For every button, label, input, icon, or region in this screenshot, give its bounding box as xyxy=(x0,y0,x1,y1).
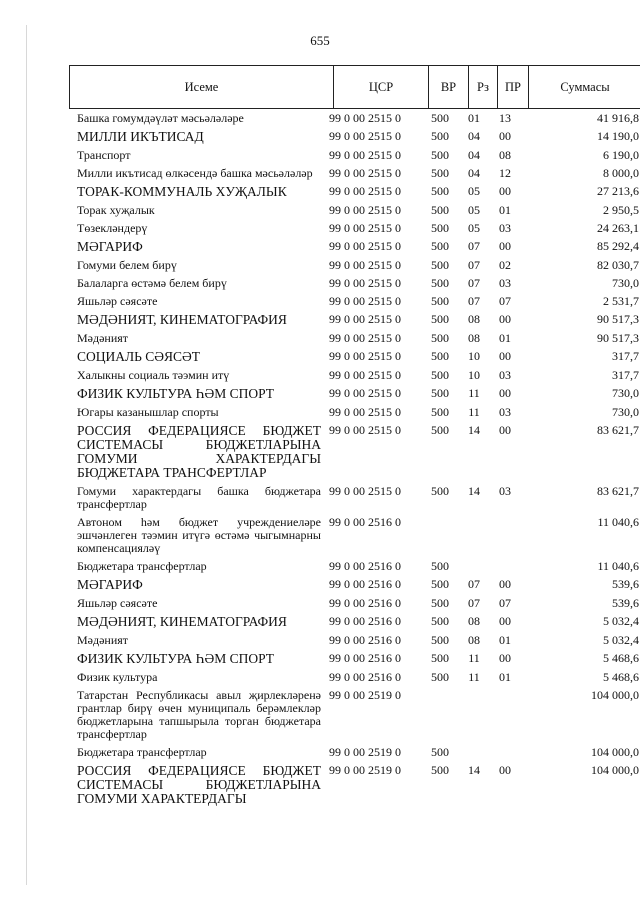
cell-csr: 99 0 00 2516 0 xyxy=(329,559,401,573)
cell-vr: 500 xyxy=(431,221,449,235)
cell-pr: 00 xyxy=(499,184,511,198)
cell-sum: 2 531,7 xyxy=(603,294,639,308)
cell-name: МӘДӘНИЯТ, КИНЕМАТОГРАФИЯ xyxy=(77,312,287,327)
cell-name: РОССИЯ ФЕДЕРАЦИЯСЕ БЮДЖЕТ СИСТЕМАСЫ БЮДЖЕТЛАРЫНА ГОМУМИ ХАРАКТЕРДАГЫ БЮДЖЕТАРА ТРАНСФЕРТЛАР xyxy=(77,423,321,480)
cell-vr: 500 xyxy=(431,745,449,759)
cell-sum: 14 190,0 xyxy=(597,129,639,143)
table-row xyxy=(77,238,639,257)
cell-rz: 08 xyxy=(468,331,480,345)
cell-pr: 01 xyxy=(499,633,511,647)
cell-vr: 500 xyxy=(431,312,449,326)
cell-rz: 05 xyxy=(468,203,480,217)
cell-rz: 01 xyxy=(468,111,480,125)
table-row xyxy=(77,275,639,293)
cell-rz: 07 xyxy=(468,276,480,290)
table-row xyxy=(77,147,639,165)
cell-vr: 500 xyxy=(431,423,449,437)
cell-vr: 500 xyxy=(431,614,449,628)
cell-pr: 07 xyxy=(499,294,511,308)
cell-csr: 99 0 00 2516 0 xyxy=(329,633,401,647)
cell-pr: 00 xyxy=(499,239,511,253)
cell-sum: 5 032,4 xyxy=(603,614,639,628)
header-sum: Суммасы xyxy=(560,79,610,94)
table-row xyxy=(77,576,639,595)
cell-name: Бюджетара трансфертлар xyxy=(77,745,207,759)
cell-vr: 500 xyxy=(431,148,449,162)
table-row xyxy=(77,558,639,576)
cell-vr: 500 xyxy=(431,633,449,647)
cell-pr: 00 xyxy=(499,423,511,437)
cell-rz: 04 xyxy=(468,129,480,143)
cell-sum: 317,7 xyxy=(612,368,639,382)
cell-pr: 00 xyxy=(499,312,511,326)
cell-csr: 99 0 00 2516 0 xyxy=(329,596,401,610)
table-row xyxy=(77,202,639,220)
cell-rz: 14 xyxy=(468,484,480,498)
cell-sum: 539,6 xyxy=(612,577,639,591)
table-row xyxy=(77,293,639,311)
header-csr: ЦСР xyxy=(334,66,429,108)
page-margin-line xyxy=(26,25,27,885)
cell-csr: 99 0 00 2515 0 xyxy=(329,423,401,437)
cell-csr: 99 0 00 2515 0 xyxy=(329,294,401,308)
cell-vr: 500 xyxy=(431,184,449,198)
cell-csr: 99 0 00 2515 0 xyxy=(329,221,401,235)
table-header xyxy=(69,65,640,109)
cell-csr: 99 0 00 2519 0 xyxy=(329,745,401,759)
cell-name: СОЦИАЛЬ СӘЯСӘТ xyxy=(77,349,201,364)
cell-sum: 730,0 xyxy=(612,386,639,400)
cell-csr: 99 0 00 2515 0 xyxy=(329,484,401,498)
cell-sum: 730,0 xyxy=(612,405,639,419)
table-row xyxy=(77,613,639,632)
table-row xyxy=(77,385,639,404)
cell-name: МӘДӘНИЯТ, КИНЕМАТОГРАФИЯ xyxy=(77,614,287,629)
cell-name: РОССИЯ ФЕДЕРАЦИЯСЕ БЮДЖЕТ СИСТЕМАСЫ БЮДЖЕТЛАРЫНА ГОМУМИ ХАРАКТЕРДАГЫ xyxy=(77,763,321,806)
cell-csr: 99 0 00 2515 0 xyxy=(329,405,401,419)
cell-sum: 6 190,0 xyxy=(603,148,639,162)
cell-name: ФИЗИК КУЛЬТУРА ҺӘМ СПОРТ xyxy=(77,651,275,666)
cell-sum: 27 213,6 xyxy=(597,184,639,198)
cell-vr: 500 xyxy=(431,349,449,363)
table-row xyxy=(77,110,639,128)
header-vr: ВР xyxy=(429,66,469,108)
header-pr: ПР xyxy=(498,66,529,108)
cell-name: Гомуми белем бирү xyxy=(77,258,177,272)
cell-sum: 24 263,1 xyxy=(597,221,639,235)
cell-vr: 500 xyxy=(431,559,449,573)
cell-name: Югары казанышлар спорты xyxy=(77,405,219,419)
cell-rz: 11 xyxy=(468,670,480,684)
cell-rz: 11 xyxy=(468,386,480,400)
cell-pr: 00 xyxy=(499,614,511,628)
cell-csr: 99 0 00 2515 0 xyxy=(329,258,401,272)
cell-vr: 500 xyxy=(431,368,449,382)
table-row xyxy=(77,762,639,809)
cell-name: Физик культура xyxy=(77,670,158,684)
cell-sum: 5 468,6 xyxy=(603,651,639,665)
cell-csr: 99 0 00 2519 0 xyxy=(329,688,401,702)
cell-rz: 05 xyxy=(468,221,480,235)
cell-vr: 500 xyxy=(431,651,449,665)
table-row xyxy=(77,483,639,514)
cell-rz: 10 xyxy=(468,368,480,382)
cell-csr: 99 0 00 2515 0 xyxy=(329,129,401,143)
cell-csr: 99 0 00 2515 0 xyxy=(329,349,401,363)
table-row xyxy=(77,595,639,613)
cell-csr: 99 0 00 2515 0 xyxy=(329,276,401,290)
cell-pr: 03 xyxy=(499,276,511,290)
cell-csr: 99 0 00 2515 0 xyxy=(329,386,401,400)
cell-pr: 01 xyxy=(499,331,511,345)
cell-name: МИЛЛИ ИКЪТИСАД xyxy=(77,129,204,144)
cell-csr: 99 0 00 2516 0 xyxy=(329,614,401,628)
cell-rz: 11 xyxy=(468,405,480,419)
cell-vr: 500 xyxy=(431,386,449,400)
cell-pr: 01 xyxy=(499,670,511,684)
cell-vr: 500 xyxy=(431,129,449,143)
cell-csr: 99 0 00 2515 0 xyxy=(329,239,401,253)
cell-csr: 99 0 00 2515 0 xyxy=(329,166,401,180)
cell-name: ФИЗИК КУЛЬТУРА ҺӘМ СПОРТ xyxy=(77,386,275,401)
cell-vr: 500 xyxy=(431,763,449,777)
cell-name: МӘГАРИФ xyxy=(77,577,143,592)
cell-pr: 00 xyxy=(499,349,511,363)
cell-name: Гомуми характердагы башка бюджетара трансфертлар xyxy=(77,484,321,511)
table-row xyxy=(77,687,639,744)
cell-sum: 90 517,3 xyxy=(597,331,639,345)
cell-pr: 00 xyxy=(499,577,511,591)
table-row xyxy=(77,311,639,330)
cell-sum: 83 621,7 xyxy=(597,423,639,437)
cell-name: Халыкны социаль тәэмин итү xyxy=(77,368,230,382)
cell-pr: 00 xyxy=(499,651,511,665)
cell-name: ТОРАК-КОММУНАЛЬ ХУҖАЛЫК xyxy=(77,184,287,199)
cell-pr: 03 xyxy=(499,405,511,419)
cell-name: МӘГАРИФ xyxy=(77,239,143,254)
table-row xyxy=(77,165,639,183)
table-row xyxy=(77,220,639,238)
cell-pr: 00 xyxy=(499,763,511,777)
cell-name: Балаларга өстәмә белем бирү xyxy=(77,276,227,290)
cell-csr: 99 0 00 2516 0 xyxy=(329,577,401,591)
cell-name: Автоном һәм бюджет учреждениеләре эшчәнлеген тәэмин итүгә өстәмә чыгымнарны компенсацияләү xyxy=(77,515,321,555)
cell-rz: 10 xyxy=(468,349,480,363)
table-row xyxy=(77,183,639,202)
cell-name: Татарстан Республикасы авыл җирлекләренә грантлар бирү өчен муниципаль берәмлекләр бюджетларына тапшырыла торган бюджетара трансфертлар xyxy=(77,688,321,741)
cell-csr: 99 0 00 2515 0 xyxy=(329,368,401,382)
cell-name: Төзекләндерү xyxy=(77,221,148,235)
table-row xyxy=(77,669,639,687)
table-row xyxy=(77,348,639,367)
cell-sum: 11 040,6 xyxy=(597,559,639,573)
table-body xyxy=(77,110,639,809)
cell-csr: 99 0 00 2515 0 xyxy=(329,148,401,162)
cell-sum: 730,0 xyxy=(612,276,639,290)
cell-sum: 8 000,0 xyxy=(603,166,639,180)
cell-pr: 03 xyxy=(499,368,511,382)
cell-pr: 02 xyxy=(499,258,511,272)
cell-vr: 500 xyxy=(431,203,449,217)
cell-vr: 500 xyxy=(431,405,449,419)
cell-name: Бюджетара трансфертлар xyxy=(77,559,207,573)
cell-pr: 00 xyxy=(499,129,511,143)
cell-csr: 99 0 00 2515 0 xyxy=(329,184,401,198)
cell-vr: 500 xyxy=(431,258,449,272)
cell-rz: 08 xyxy=(468,633,480,647)
cell-rz: 07 xyxy=(468,239,480,253)
table-row xyxy=(77,257,639,275)
cell-pr: 03 xyxy=(499,484,511,498)
cell-sum: 104 000,0 xyxy=(591,745,639,759)
cell-rz: 04 xyxy=(468,148,480,162)
cell-csr: 99 0 00 2516 0 xyxy=(329,515,401,529)
cell-vr: 500 xyxy=(431,239,449,253)
cell-rz: 14 xyxy=(468,763,480,777)
cell-csr: 99 0 00 2516 0 xyxy=(329,651,401,665)
header-name: Исеме xyxy=(70,66,334,108)
cell-sum: 82 030,7 xyxy=(597,258,639,272)
cell-rz: 08 xyxy=(468,312,480,326)
cell-vr: 500 xyxy=(431,111,449,125)
cell-pr: 12 xyxy=(499,166,511,180)
cell-sum: 5 032,4 xyxy=(603,633,639,647)
cell-vr: 500 xyxy=(431,294,449,308)
table-row xyxy=(77,422,639,483)
cell-name: Яшьләр сәясәте xyxy=(77,294,158,308)
cell-sum: 104 000,0 xyxy=(591,763,639,777)
cell-vr: 500 xyxy=(431,670,449,684)
table-row xyxy=(77,650,639,669)
cell-rz: 11 xyxy=(468,651,480,665)
cell-name: Мәдәният xyxy=(77,331,129,345)
cell-name: Мәдәният xyxy=(77,633,129,647)
table-row xyxy=(77,404,639,422)
cell-name: Яшьләр сәясәте xyxy=(77,596,158,610)
cell-sum: 5 468,6 xyxy=(603,670,639,684)
cell-sum: 90 517,3 xyxy=(597,312,639,326)
cell-pr: 00 xyxy=(499,386,511,400)
cell-name: Транспорт xyxy=(77,148,131,162)
table-row xyxy=(77,367,639,385)
cell-csr: 99 0 00 2519 0 xyxy=(329,763,401,777)
cell-sum: 317,7 xyxy=(612,349,639,363)
header-rz: Рз xyxy=(469,66,498,108)
cell-pr: 07 xyxy=(499,596,511,610)
cell-pr: 03 xyxy=(499,221,511,235)
table-row xyxy=(77,632,639,650)
cell-pr: 13 xyxy=(499,111,511,125)
page-number: 655 xyxy=(310,33,330,48)
cell-vr: 500 xyxy=(431,276,449,290)
cell-csr: 99 0 00 2515 0 xyxy=(329,203,401,217)
cell-pr: 08 xyxy=(499,148,511,162)
cell-rz: 05 xyxy=(468,184,480,198)
cell-sum: 2 950,5 xyxy=(603,203,639,217)
cell-rz: 07 xyxy=(468,258,480,272)
cell-csr: 99 0 00 2515 0 xyxy=(329,312,401,326)
cell-name: Милли икътисад өлкәсендә башка мәсьәләләр xyxy=(77,166,313,180)
cell-csr: 99 0 00 2515 0 xyxy=(329,111,401,125)
cell-vr: 500 xyxy=(431,484,449,498)
cell-rz: 14 xyxy=(468,423,480,437)
table-row xyxy=(77,128,639,147)
cell-name: Торак хуҗалык xyxy=(77,203,155,217)
cell-rz: 07 xyxy=(468,577,480,591)
cell-rz: 07 xyxy=(468,596,480,610)
cell-sum: 539,6 xyxy=(612,596,639,610)
cell-sum: 104 000,0 xyxy=(591,688,639,702)
cell-name: Башка гомумдәүләт мәсьәләләре xyxy=(77,111,244,125)
table-row xyxy=(77,744,639,762)
cell-csr: 99 0 00 2516 0 xyxy=(329,670,401,684)
cell-pr: 01 xyxy=(499,203,511,217)
cell-vr: 500 xyxy=(431,577,449,591)
table-row xyxy=(77,330,639,348)
cell-sum: 85 292,4 xyxy=(597,239,639,253)
cell-sum: 41 916,8 xyxy=(597,111,639,125)
cell-rz: 08 xyxy=(468,614,480,628)
cell-rz: 07 xyxy=(468,294,480,308)
cell-csr: 99 0 00 2515 0 xyxy=(329,331,401,345)
cell-sum: 11 040,6 xyxy=(597,515,639,529)
table-row xyxy=(77,514,639,558)
cell-rz: 04 xyxy=(468,166,480,180)
cell-vr: 500 xyxy=(431,166,449,180)
cell-vr: 500 xyxy=(431,596,449,610)
cell-sum: 83 621,7 xyxy=(597,484,639,498)
cell-vr: 500 xyxy=(431,331,449,345)
